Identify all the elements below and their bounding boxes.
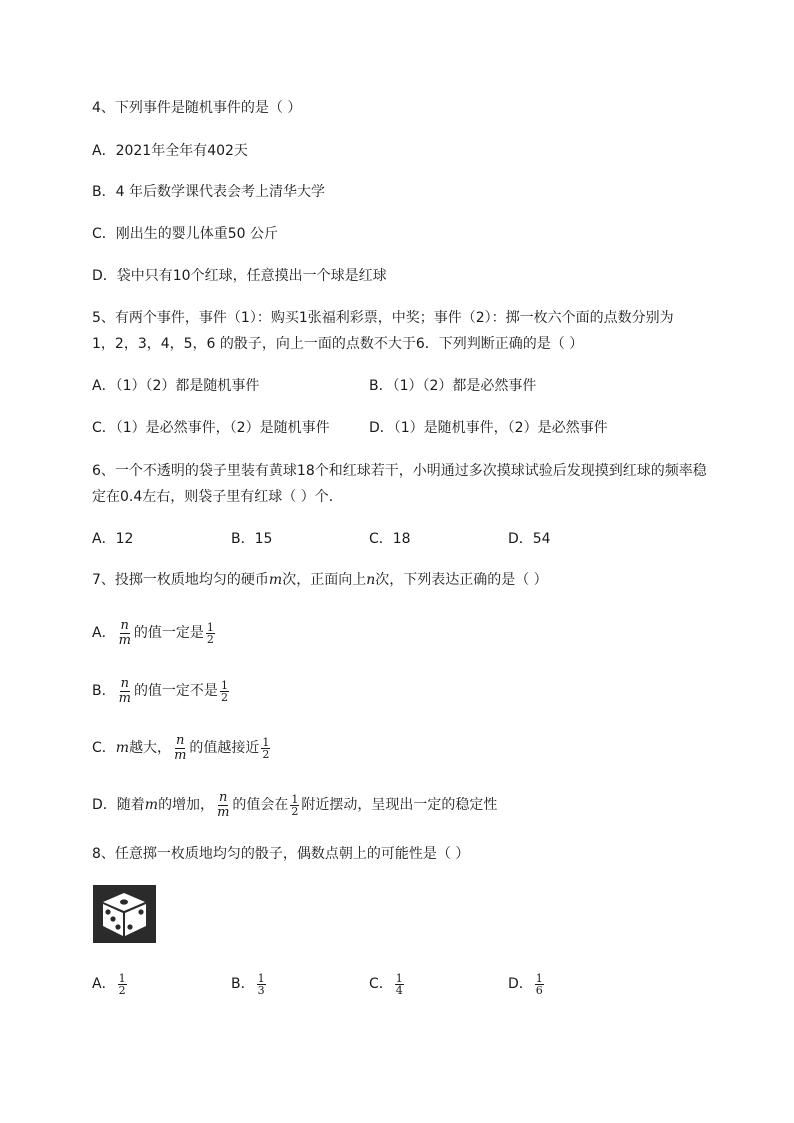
fraction-one-half: $\frac{1}{2}$: [220, 678, 228, 704]
fraction: $\frac{1}{3}$: [257, 971, 265, 997]
var-m: m: [115, 740, 130, 756]
q6-stem-line1: 6、一个不透明的袋子里装有黄球18个和红球若干，小明通过多次摸球试验后发现摸到红球的频率稳: [92, 463, 707, 479]
q7-option-c: [92, 733, 272, 763]
q5-option-a: A．（1）（2）都是随机事件: [92, 378, 260, 394]
fraction: $\frac{1}{2}$: [118, 971, 126, 997]
q8-option-d: [508, 967, 546, 1001]
q6-option-d: D．54: [508, 531, 551, 547]
option-label: B．: [231, 976, 255, 992]
option-label: A．: [92, 625, 116, 641]
option-text: 的值一定是: [133, 625, 204, 641]
q7-option-b: [92, 676, 231, 706]
q6-stem-line2: 定在0.4左右，则袋子里有红球（ ）个．: [92, 489, 343, 505]
q6-option-a: A．12: [92, 531, 134, 547]
q4-option-b: B．4 年后数学课代表会考上清华大学: [92, 184, 325, 200]
option-label: D．随着: [92, 797, 145, 813]
fraction: $\frac{1}{6}$: [535, 971, 543, 997]
q8-option-a: [92, 967, 129, 1001]
q4-option-d: D．袋中只有10个红球，任意摸出一个球是红球: [92, 268, 387, 284]
option-text: 的值一定不是: [133, 683, 218, 699]
option-text: 的值会在: [232, 797, 289, 813]
option-text: 的增加，: [158, 797, 215, 813]
q4-option-c: C．刚出生的婴儿体重50 公斤: [92, 226, 279, 242]
q5-option-d: D．（1）是随机事件，（2）是必然事件: [369, 420, 608, 436]
q7-stem: [92, 570, 548, 590]
fraction-one-half: $\frac{1}{2}$: [206, 620, 214, 646]
q7-option-d: [92, 790, 497, 820]
q5-stem-line1: 5、有两个事件，事件（1）：购买1张福利彩票，中奖；事件（2）：掷一枚六个面的点数分别为: [92, 310, 674, 326]
option-label: B．: [92, 683, 116, 699]
var-n: n: [366, 572, 376, 588]
q6-option-c: C．18: [369, 531, 411, 547]
q7-stem-post: 次，下列表达正确的是（ ）: [375, 572, 548, 588]
option-label: A．: [92, 976, 116, 992]
var-m: m: [144, 797, 159, 813]
option-text: 越大，: [129, 740, 172, 756]
fraction-n-over-m: $\frac{n}{m}$: [174, 732, 187, 763]
q7-stem-pre: 7、投掷一枚质地均匀的硬币: [92, 572, 269, 588]
fraction-n-over-m: $\frac{n}{m}$: [217, 789, 230, 820]
fraction-one-half: $\frac{1}{2}$: [262, 735, 270, 761]
dice-icon: [93, 885, 156, 943]
option-text: 的值越接近: [189, 740, 260, 756]
option-label: D．: [508, 976, 533, 992]
option-text: 附近摆动，呈现出一定的稳定性: [301, 797, 498, 813]
q5-option-b: B．（1）（2）都是必然事件: [369, 378, 537, 394]
q8-option-b: [231, 967, 268, 1001]
var-m: m: [268, 572, 283, 588]
q6-option-b: B．15: [231, 531, 273, 547]
q8-option-c: [369, 967, 406, 1001]
q4-option-a: A．2021年全年有402天: [92, 143, 248, 159]
option-label: C．: [369, 976, 393, 992]
q4-stem: 4、下列事件是随机事件的是（ ）: [92, 100, 302, 116]
q7-stem-mid: 次，正面向上: [282, 572, 367, 588]
q8-stem: 8、任意掷一枚质地均匀的骰子，偶数点朝上的可能性是（ ）: [92, 846, 470, 862]
fraction: $\frac{1}{4}$: [395, 971, 403, 997]
q7-option-a: [92, 618, 217, 648]
option-label: C．: [92, 740, 116, 756]
fraction-one-half: $\frac{1}{2}$: [291, 792, 299, 818]
fraction-n-over-m: $\frac{n}{m}$: [118, 675, 131, 706]
q5-option-c: C．（1）是必然事件，（2）是随机事件: [92, 420, 330, 436]
fraction-n-over-m: $\frac{n}{m}$: [118, 617, 131, 648]
q5-stem-line2: 1，2，3，4，5，6 的骰子，向上一面的点数不大于6．下列判断正确的是（ ）: [92, 336, 584, 352]
